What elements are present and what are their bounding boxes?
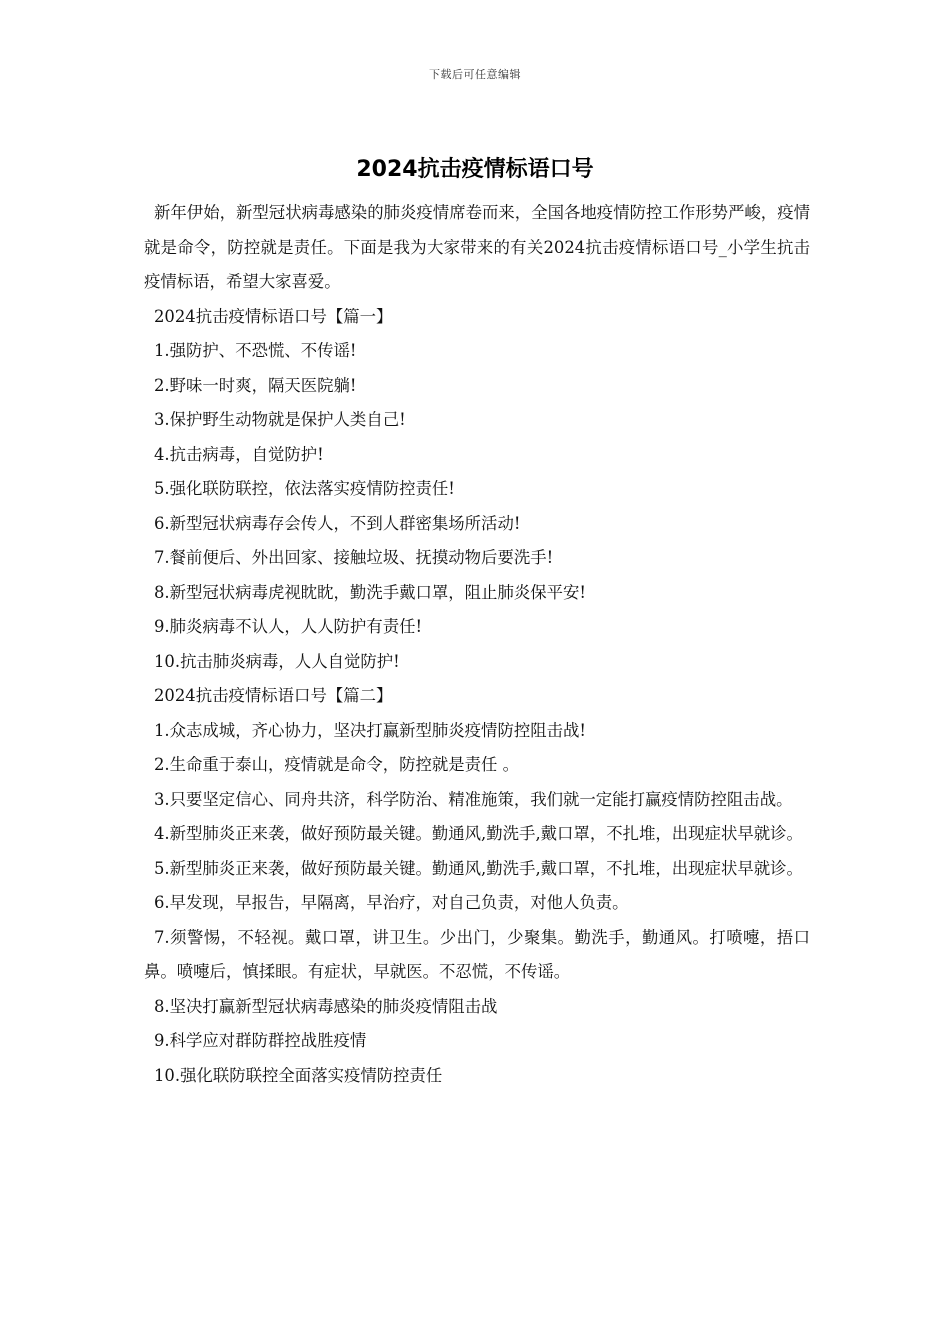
section-heading-1: 2024抗击疫情标语口号【篇一】 <box>154 306 393 326</box>
document-body <box>144 196 810 1093</box>
slogan-item: 2.野味一时爽，隔天医院躺! <box>154 375 357 395</box>
slogan-item: 5.强化联防联控，依法落实疫情防控责任! <box>154 479 455 498</box>
slogan-item: 7.餐前便后、外出回家、接触垃圾、抚摸动物后要洗手! <box>154 548 554 567</box>
slogan-item: 8.坚决打赢新型冠状病毒感染的肺炎疫情阻击战 <box>154 996 498 1016</box>
page-header-note: 下载后可任意编辑 <box>429 68 521 81</box>
slogan-item: 9.肺炎病毒不认人，人人防护有责任! <box>154 617 423 636</box>
slogan-item: 5.新型肺炎正来袭，做好预防最关键。勤通风,勤洗手,戴口罩，不扎堆，出现症状早就诊。 <box>154 858 803 878</box>
slogan-item: 4.抗击病毒，自觉防护! <box>154 444 324 464</box>
slogan-item: 10.强化联防联控全面落实疫情防控责任 <box>154 1065 443 1085</box>
slogan-item: 10.抗击肺炎病毒，人人自觉防护! <box>154 651 400 671</box>
slogan-item: 4.新型肺炎正来袭，做好预防最关键。勤通风,勤洗手,戴口罩，不扎堆，出现症状早就诊。 <box>154 824 803 843</box>
slogan-item: 2.生命重于泰山，疫情就是命令，防控就是责任 。 <box>154 755 520 774</box>
slogan-item: 3.只要坚定信心、同舟共济，科学防治、精准施策，我们就一定能打赢疫情防控阻击战。 <box>154 789 793 809</box>
section-heading-2: 2024抗击疫情标语口号【篇二】 <box>154 686 393 705</box>
intro-paragraph: 新年伊始，新型冠状病毒感染的肺炎疫情席卷而来，全国各地疫情防控工作形势严峻，疫情就是命令，防控就是责任。下面是我为大家带来的有关2024抗击疫情标语口号_小学生抗击疫情标语，希望大家喜爱。 <box>144 203 810 291</box>
slogan-item: 6.新型冠状病毒存会传人，不到人群密集场所活动! <box>154 513 521 533</box>
slogan-item: 8.新型冠状病毒虎视眈眈，勤洗手戴口罩，阻止肺炎保平安! <box>154 582 586 602</box>
slogan-item: 9.科学应对群防群控战胜疫情 <box>154 1031 367 1050</box>
slogan-item: 1.众志成城，齐心协力，坚决打赢新型肺炎疫情防控阻击战! <box>154 720 586 740</box>
slogan-item: 7.须警惕，不轻视。戴口罩，讲卫生。少出门，少聚集。勤洗手，勤通风。打喷嚏，捂口鼻。喷嚏后，慎揉眼。有症状，早就医。不忍慌，不传谣。 <box>144 927 810 981</box>
slogan-item: 3.保护野生动物就是保护人类自己! <box>154 410 406 429</box>
slogan-item: 1.强防护、不恐慌、不传谣! <box>154 341 357 360</box>
document-title: 2024抗击疫情标语口号 <box>356 157 594 182</box>
slogan-item: 6.早发现，早报告，早隔离，早治疗，对自己负责，对他人负责。 <box>154 893 629 912</box>
